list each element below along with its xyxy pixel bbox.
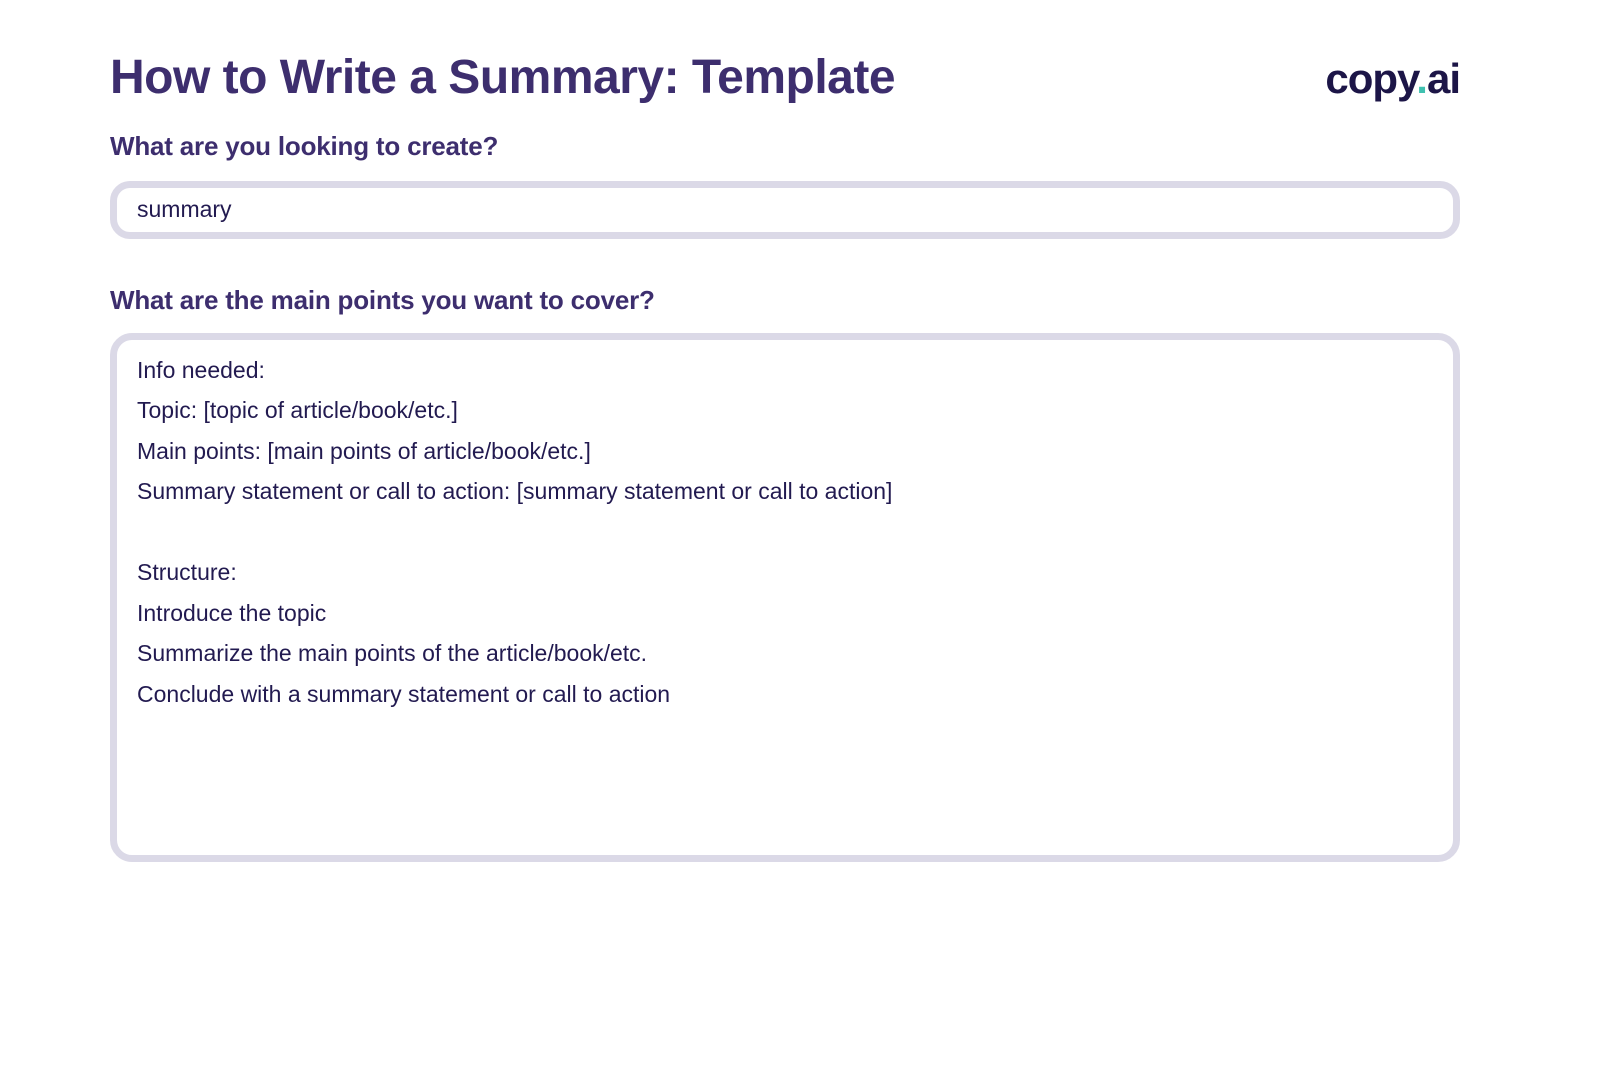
logo-text-ai: ai: [1426, 55, 1460, 102]
create-question-label: What are you looking to create?: [110, 130, 499, 161]
copyai-logo: [1325, 54, 1460, 104]
main-points-textarea[interactable]: [110, 333, 1460, 862]
page-title: How to Write a Summary: Template: [110, 51, 896, 104]
logo-text-copy: copy: [1325, 55, 1417, 102]
main-points-question-label: What are the main points you want to cover?: [110, 284, 655, 315]
logo-teal-dot: .: [1416, 55, 1427, 102]
create-input[interactable]: [110, 181, 1460, 239]
page-header: [110, 52, 1460, 105]
